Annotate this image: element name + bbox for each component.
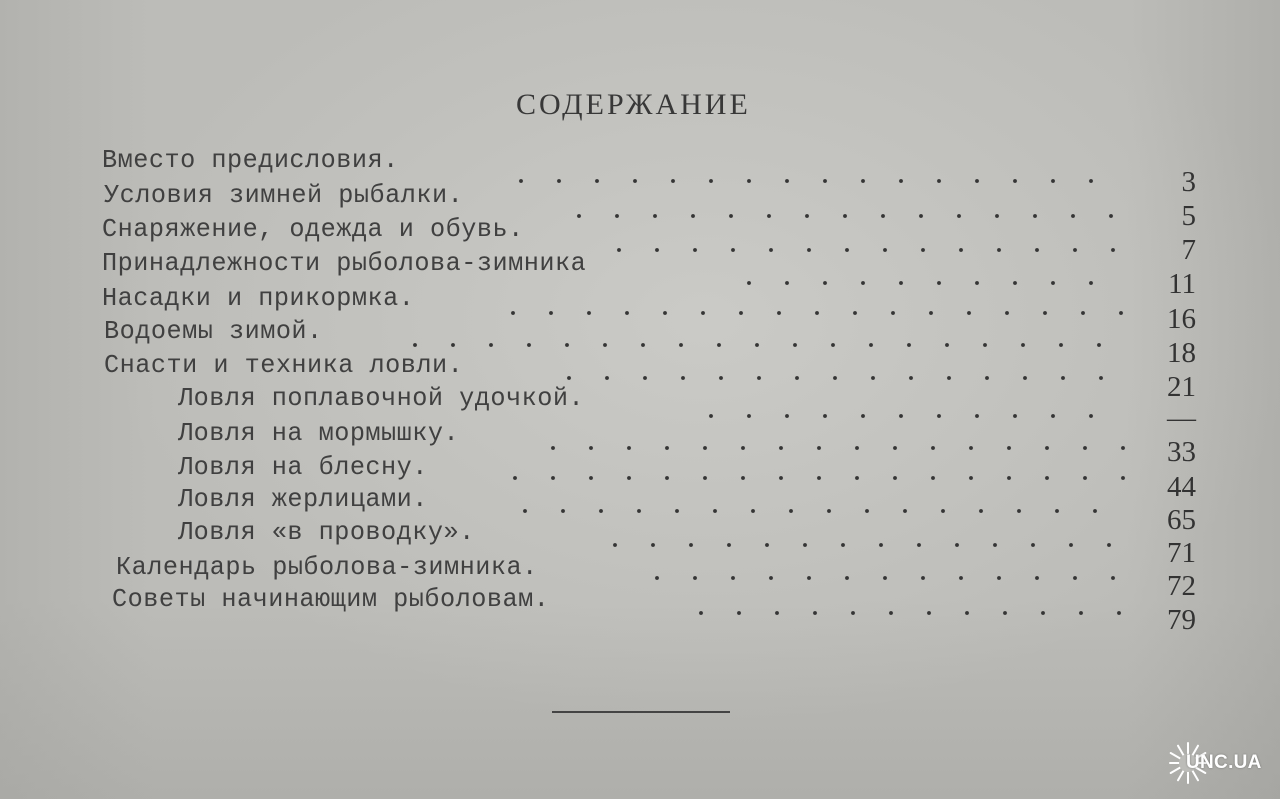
toc-page-number: 18 — [1167, 337, 1196, 369]
dot-leader — [496, 476, 1126, 480]
toc-entry-label: Советы начинающим рыболовам. — [112, 584, 550, 614]
dot-leader — [638, 576, 1126, 580]
toc-entry-label: Насадки и прикормка. — [102, 283, 415, 313]
toc-page-number: 7 — [1181, 234, 1196, 266]
toc-page-number: 72 — [1167, 570, 1196, 602]
dot-leader — [692, 414, 1126, 418]
dot-leader — [494, 311, 1126, 315]
toc-page-number: 11 — [1168, 268, 1196, 300]
dot-leader — [682, 611, 1126, 615]
toc-entry-label: Снасти и техника ловли. — [104, 350, 464, 380]
toc-entry-label: Ловля поплавочной удочкой. — [178, 383, 585, 413]
toc-entry-label: Снаряжение, одежда и обувь. — [102, 214, 524, 244]
dot-leader — [560, 214, 1126, 218]
toc-page-number: 21 — [1167, 371, 1196, 403]
dot-leader — [506, 509, 1126, 513]
toc-page-number: 79 — [1167, 604, 1196, 636]
toc-page-number: 3 — [1181, 166, 1196, 198]
toc-page-number: 65 — [1167, 504, 1196, 536]
toc-entry-label: Ловля на мормышку. — [178, 418, 460, 448]
dot-leader — [600, 248, 1126, 252]
watermark — [1168, 738, 1274, 788]
closing-rule — [552, 711, 730, 713]
dot-leader — [730, 281, 1126, 285]
toc-entry-label: Водоемы зимой. — [104, 316, 323, 346]
toc-page-number: 33 — [1167, 436, 1196, 468]
toc-entry-label: Ловля жерлицами. — [178, 484, 428, 514]
dot-leader — [596, 543, 1126, 547]
toc-page-number: — — [1167, 402, 1196, 434]
dot-leader — [502, 179, 1126, 183]
toc-page-number: 16 — [1167, 303, 1196, 335]
toc-entry-label: Условия зимней рыбалки. — [104, 180, 464, 210]
toc-entry-label: Ловля на блесну. — [178, 452, 428, 482]
toc-page-number: 44 — [1167, 471, 1196, 503]
toc-page-number: 71 — [1167, 537, 1196, 569]
toc-entry-label: Ловля «в проводку». — [178, 517, 475, 547]
dot-leader — [396, 343, 1126, 347]
dot-leader — [534, 446, 1126, 450]
dot-leader — [550, 376, 1126, 380]
toc-entry-label: Календарь рыболова-зимника. — [116, 552, 538, 582]
page-title: СОДЕРЖАНИЕ — [516, 88, 751, 121]
toc-entry-label: Принадлежности рыболова-зимника — [102, 248, 587, 278]
toc-page-number: 5 — [1181, 200, 1196, 232]
watermark-text: UNC.UA — [1186, 752, 1262, 773]
toc-entry-label: Вместо предисловия. — [102, 145, 399, 175]
